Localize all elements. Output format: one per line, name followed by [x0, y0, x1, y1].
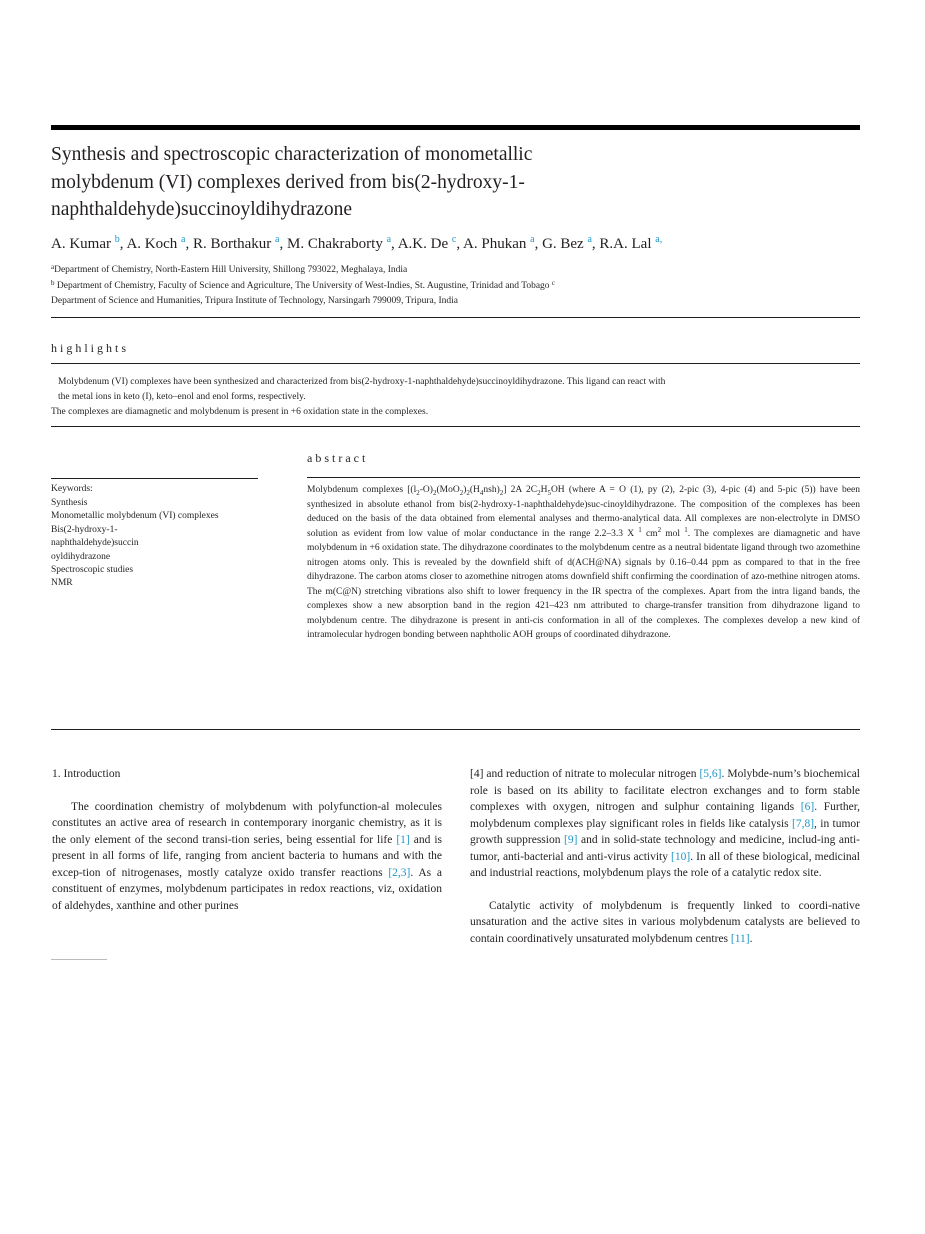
- body-column-left: [52, 766, 442, 930]
- affiliation-text: Department of Chemistry, North-Eastern Hill University, Shillong 793022, Meghalaya, India: [54, 265, 408, 275]
- highlight-line: the metal ions in keto (I), keto–enol and enol forms, respectively.: [58, 392, 306, 402]
- affiliation-mark: c: [551, 279, 556, 287]
- body-paragraph: The coordination chemistry of molybdenum with polyfunction-al molecules constitutes an active area of research in contemporary inorganic chemistry, as it is the only element of the second transi-tion series, being essential for life [1] and is present in all forms of life, ranging from ancient bacteria to humans and with the excep-tion of nitrogenases, mostly catalyze oxido transfer reactions [2,3]. As a constituent of enzymes, molybdenum participates in redox reactions, viz, oxidation of aldehydes, xanthine and other purines: [52, 800, 443, 912]
- header-rule: [51, 125, 860, 130]
- section-heading: 1. Introduction: [52, 768, 121, 780]
- author-name: A. Koch: [126, 236, 178, 252]
- citation-link[interactable]: [5,6]: [699, 768, 722, 780]
- divider: [51, 729, 860, 730]
- citation-link[interactable]: [2,3]: [388, 866, 411, 879]
- keyword-item: Bis(2-hydroxy-1-naphthaldehyde)succinoyldihydrazone: [51, 524, 139, 562]
- keywords-heading: Keywords:: [51, 484, 93, 494]
- body-paragraph: Catalytic activity of molybdenum is frequently linked to coordi-native unsaturation and the active sites in various molybdenum catalysts are believed to contain coordinatively unsaturated molybdenum centres [11].: [470, 899, 860, 945]
- body-column-right: [470, 766, 860, 963]
- affiliation-a: [51, 264, 860, 276]
- highlight-line: The complexes are diamagnetic and molybdenum is present in +6 oxidation state in the complexes.: [51, 407, 429, 417]
- citation-link[interactable]: [9]: [564, 834, 578, 846]
- author-affiliation-mark[interactable]: a: [181, 234, 186, 245]
- author-affiliation-mark[interactable]: c: [451, 234, 457, 245]
- citation-link[interactable]: [10]: [671, 850, 691, 863]
- keyword-item: Monometallic molybdenum (VI) complexes: [51, 511, 219, 522]
- divider: [51, 317, 860, 318]
- author-affiliation-mark[interactable]: a: [275, 234, 280, 245]
- author-name: G. Bez: [542, 236, 584, 252]
- citation-link[interactable]: [7,8]: [791, 817, 815, 830]
- citation-link[interactable]: [1]: [396, 833, 410, 846]
- highlights-heading: highlights: [51, 341, 130, 355]
- body-paragraph: [4] and reduction of nitrate to molecular nitrogen [5,6]. Molybde-num’s biochemical role is based on its ability to facilitate electron exchanges and to form stable complexes with oxygen, nitrogen and sulphur containing ligands [6]. Further, molybdenum complexes play significant roles in fields like catalysis [7,8], in tumor growth suppression [9] and in solid-state technology and medicine, includ-ing anti-tumor, anti-bacterial and anti-virus activity [10]. In all of these biological, medicinal and industrial reactions, molybdenum plays the role of a catalytic redox site.: [470, 768, 861, 879]
- highlight-line: Molybdenum (VI) complexes have been synthesized and characterized from bis(2-hydroxy-1-naphthaldehyde)succinoyldihydrazone. This ligand can react with: [58, 377, 666, 387]
- author-affiliation-mark[interactable]: a: [530, 234, 535, 245]
- keyword-list: [51, 497, 251, 591]
- footnote-rule: [51, 959, 107, 960]
- keyword-item: Spectroscopic studies: [51, 565, 134, 576]
- divider: [51, 363, 860, 364]
- keyword-item: NMR: [51, 578, 73, 589]
- divider: [51, 426, 860, 427]
- author-list: A. Kumar $^b$, A. Koch $^a$, R. Borthakur $^a$, M. Chakraborty $^a$, A.K. De $^c$, A. Phukan $^a$, G. Bez $^a$, R.A. Lal $^{a,}$: [51, 234, 663, 252]
- author-name: M. Chakraborty: [287, 236, 383, 252]
- author-name: A.K. De: [397, 236, 449, 252]
- abstract-heading: abstract: [307, 451, 369, 465]
- author-name: A. Kumar: [51, 236, 111, 252]
- affiliation-mark: b: [51, 279, 55, 287]
- affiliation-b: [51, 280, 860, 292]
- affiliation-mark: a: [51, 263, 55, 271]
- abstract-rule: [307, 477, 860, 478]
- citation-link[interactable]: [6]: [800, 801, 815, 813]
- author-affiliation-mark[interactable]: a: [386, 234, 392, 245]
- citation-link[interactable]: [11]: [730, 932, 750, 945]
- author-name: R. Borthakur: [192, 236, 272, 252]
- author-name: A. Phukan: [463, 236, 527, 252]
- keyword-item: Synthesis: [51, 498, 88, 508]
- author-affiliation-mark[interactable]: b: [114, 234, 120, 245]
- affiliation-text: Department of Science and Humanities, Tripura Institute of Technology, Narsingarh 799009, Tripura, India: [51, 296, 458, 306]
- author-affiliation-mark[interactable]: a: [587, 234, 592, 245]
- author-affiliation-mark[interactable]: a,: [655, 234, 663, 245]
- author-name: R.A. Lal: [599, 236, 652, 252]
- abstract-text: Molybdenum complexes $[(l_2-O)_2(MoO_2)_2(H_4nsh)_2]$ 2A $2C_2H_5OH$ (where A = O (1), py (2), 2-pic (3), 4-pic (4) and 5-pic (5)) have been synthesized in absolute ethanol from bis(2-hydroxy-1-naphthaldehyde)suc-cinoyldihydrazone. The composition of the complexes has been deduced on the basis of the data obtained from elemental analyses and thermo-analytical data. All complexes are non-electrolyte in DMSO solution as evident from low value of molar conductance in the range 2.2–3.3 X $^1$ $cm^2$ mol $^1$. The complexes are diamagnetic and have molybdenum in +6 oxidation state. The dihydrazone coordinates to the molybdenum centre as a neutral bidentate ligand through two azomethine nitrogen atoms only. This is revealed by the downfield shift of d(ACH@NA) signals by 0.16–0.44 ppm as compared to that in the free dihydrazone. The carbon atoms closer to azomethine nitrogen atoms downfield shift confirming the coordination of azo-methine nitrogen atoms. The m(C@N) stretching vibrations also shift to lower frequency in the IR spectra of the complexes. Apart from the intra ligand bands, the complexes show a new absorption band in the region 421–423 nm attributed to charge-transfer transition from dihydrazone ligand to molybdenum centre. The dihydrazone is present in anti-cis conformation in all of the complexes. The complexes develop a new kind of intramolecular hydrogen bonding between naphtholic AOH groups of coordinated dihydrazone.: [307, 485, 861, 640]
- article-title: Synthesis and spectroscopic characterization of monometallic molybdenum (VI) complexes derived from bis(2-hydroxy-1-naphthaldehyde)succinoyldihydrazone: [51, 144, 533, 220]
- affiliation-c: [51, 295, 860, 307]
- affiliation-text: Department of Chemistry, Faculty of Science and Agriculture, The University of West-Indies, St. Augustine, Trinidad and Tobago: [56, 281, 550, 291]
- keywords-rule: [51, 478, 258, 479]
